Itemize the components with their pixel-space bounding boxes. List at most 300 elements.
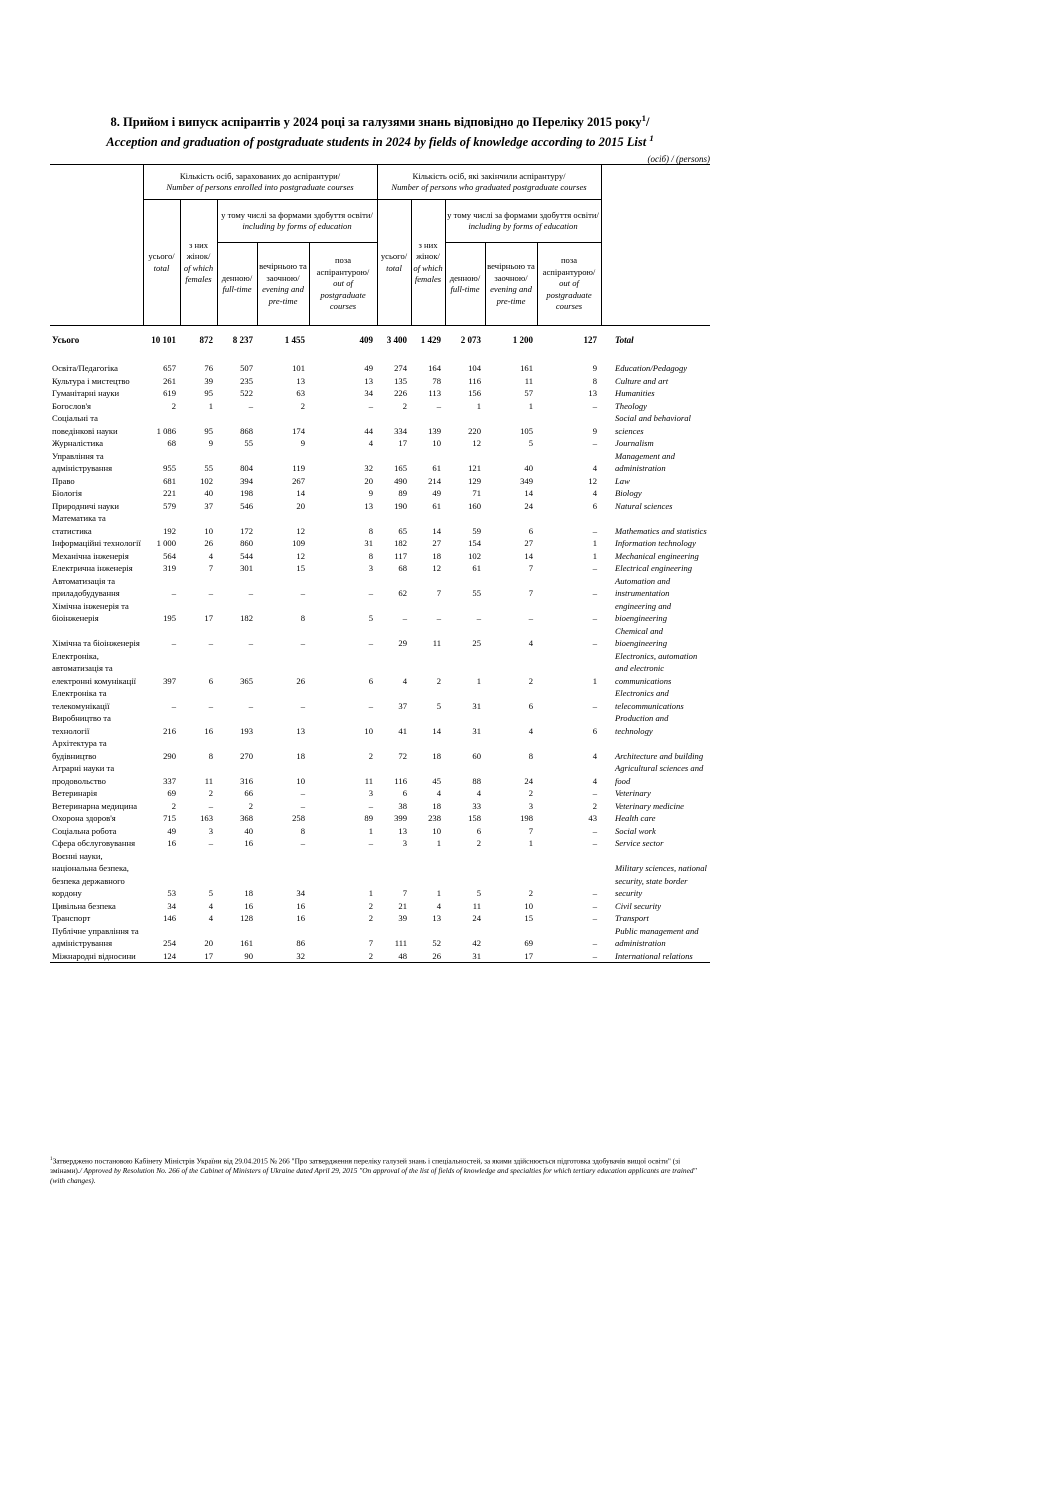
table-row xyxy=(50,575,710,600)
table-cell: 10 xyxy=(296,775,305,786)
table-cell: 49 xyxy=(364,363,373,373)
table-cell: 4 xyxy=(436,900,441,911)
table-cell: 49 xyxy=(167,825,176,836)
table-cell: 14 xyxy=(432,725,441,736)
table-cell: 522 xyxy=(240,388,253,398)
total-row xyxy=(50,326,710,355)
table-cell: 1 xyxy=(476,400,481,411)
table-cell: 4 xyxy=(368,438,373,448)
row-label-en: Natural sciences xyxy=(615,500,673,511)
table-cell: 190 xyxy=(394,500,407,511)
row-label-ua: Охорона здоров'я xyxy=(52,813,116,823)
table-cell: 86 xyxy=(296,938,305,948)
table-row xyxy=(50,825,710,838)
table-cell: – xyxy=(592,900,597,911)
table-cell: 17 xyxy=(398,438,407,448)
table-cell: 62 xyxy=(398,588,407,598)
table-cell: 365 xyxy=(240,675,253,686)
row-label-en: Veterinary xyxy=(615,788,651,798)
table-cell: 111 xyxy=(394,938,407,948)
table-cell: 26 xyxy=(204,538,213,548)
table-cell: 220 xyxy=(468,425,481,436)
table-cell: – xyxy=(171,638,176,648)
table-cell: 16 xyxy=(204,725,213,736)
table-cell: 1 xyxy=(592,538,597,548)
table-cell: 20 xyxy=(204,938,213,948)
row-label-ua: Автоматизація та приладобудування xyxy=(52,575,120,598)
table-cell: 18 xyxy=(296,750,305,761)
table-cell: 39 xyxy=(398,913,407,923)
row-label-en: Electronics and telecommunications xyxy=(615,688,684,711)
row-label-en: Veterinary medicine xyxy=(615,800,684,811)
table-cell: 6 xyxy=(368,675,373,686)
total-cell: 3 400 xyxy=(386,334,407,345)
table-cell: 61 xyxy=(432,463,441,473)
table-cell: 116 xyxy=(468,375,481,386)
statistics-table xyxy=(50,164,710,963)
table-row xyxy=(50,787,710,800)
table-cell: 4 xyxy=(592,775,597,786)
row-label-en: Chemical and bioengineering xyxy=(615,625,668,648)
table-row xyxy=(50,762,710,787)
table-cell: 3 xyxy=(368,788,373,798)
table-cell: 32 xyxy=(364,463,373,473)
table-cell: – xyxy=(592,638,597,648)
table-cell: 1 xyxy=(476,675,481,686)
table-cell: 44 xyxy=(364,425,373,436)
table-cell: 161 xyxy=(520,363,533,373)
table-row xyxy=(50,562,710,575)
table-cell: 214 xyxy=(428,475,441,486)
table-cell: 13 xyxy=(432,913,441,923)
table-cell: 31 xyxy=(472,725,481,736)
table-row xyxy=(50,450,710,475)
table-cell: 238 xyxy=(428,813,441,823)
table-cell: – xyxy=(300,838,305,848)
table-cell: 261 xyxy=(163,375,176,386)
table-cell: 349 xyxy=(520,475,533,486)
table-cell: 12 xyxy=(588,475,597,486)
table-cell: 3 xyxy=(402,838,407,848)
row-label-ua: Сфера обслуговування xyxy=(52,838,136,848)
table-cell: 16 xyxy=(296,900,305,911)
table-cell: 4 xyxy=(208,550,213,561)
table-cell: 2 xyxy=(300,400,305,411)
table-cell: 18 xyxy=(432,800,441,811)
table-cell: 8 xyxy=(300,613,305,623)
table-cell: 7 xyxy=(528,825,533,836)
table-cell: 49 xyxy=(432,488,441,498)
table-cell: 90 xyxy=(217,950,257,963)
table-cell: 8 xyxy=(368,550,373,561)
row-label-ua: Ветеринарія xyxy=(52,788,98,798)
table-cell: 2 xyxy=(309,950,377,963)
table-cell: 1 086 xyxy=(156,425,176,436)
table-cell: 113 xyxy=(428,388,441,398)
table-cell: 34 xyxy=(296,888,305,898)
table-cell: 290 xyxy=(163,750,176,761)
table-cell: 6 xyxy=(528,525,533,536)
table-cell: 17 xyxy=(180,950,217,963)
row-label-ua: Воєнні науки, національна безпека, безпека державного кордону xyxy=(52,850,129,898)
row-label-en: Social work xyxy=(615,825,656,836)
table-cell: 95 xyxy=(204,425,213,436)
table-cell: 14 xyxy=(524,550,533,561)
table-row xyxy=(50,650,710,688)
table-cell: 139 xyxy=(428,425,441,436)
table-cell: – xyxy=(300,788,305,798)
row-label-en: Law xyxy=(615,475,630,486)
header-fulltime-graduated: денною/ full-time xyxy=(445,243,485,326)
table-cell: 26 xyxy=(296,675,305,686)
row-label-en: Journalism xyxy=(615,438,654,448)
table-row xyxy=(50,712,710,737)
header-evening-enrolled: вечірньою та заочною/ evening and pre-time xyxy=(257,243,309,326)
table-header xyxy=(50,165,710,326)
table-cell: 40 xyxy=(524,463,533,473)
units-label: (осіб) / (persons) xyxy=(647,154,710,164)
table-cell: 8 xyxy=(300,825,305,836)
table-cell: 71 xyxy=(472,488,481,498)
row-label-en: Military sciences, national security, state border security xyxy=(615,863,707,898)
table-cell: 53 xyxy=(167,888,176,898)
table-cell: 399 xyxy=(394,813,407,823)
spacer-cell xyxy=(50,354,710,362)
table-cell: 2 xyxy=(436,675,441,686)
title-ukrainian: 8. Прийом і випуск аспірантів у 2024 році за галузями знань відповідно до Переліку 2015 року$^1$/ xyxy=(110,113,650,130)
table-cell: 8 xyxy=(528,750,533,761)
row-label-en: Civil security xyxy=(615,900,662,911)
table-cell: 13 xyxy=(364,500,373,511)
table-cell: 11 xyxy=(364,775,373,786)
table-cell: 1 000 xyxy=(156,538,176,548)
table-cell: 10 xyxy=(524,900,533,911)
table-cell: 5 xyxy=(476,888,481,898)
table-cell: 38 xyxy=(398,800,407,811)
total-cell: 2 073 xyxy=(460,334,481,345)
table-cell: 955 xyxy=(163,463,176,473)
table-cell: 5 xyxy=(208,888,213,898)
row-label-ua: Архітектура та будівництво xyxy=(52,738,107,761)
row-label-ua: Хімічна та біоінженерія xyxy=(52,638,140,648)
table-cell: 258 xyxy=(292,813,305,823)
table-cell: 2 xyxy=(208,788,213,798)
table-cell: 7 xyxy=(208,563,213,573)
table-cell: – xyxy=(592,563,597,573)
table-cell: 161 xyxy=(240,938,253,948)
table-cell: 52 xyxy=(432,938,441,948)
table-cell: 25 xyxy=(472,638,481,648)
table-cell: 124 xyxy=(143,950,180,963)
total-cell: 8 237 xyxy=(232,334,253,345)
row-label-ua: Електрична інженерія xyxy=(52,563,133,573)
table-cell: 165 xyxy=(394,463,407,473)
table-cell: 60 xyxy=(472,750,481,761)
row-label-en: Electrical engineering xyxy=(615,563,693,573)
table-cell: 65 xyxy=(398,525,407,536)
table-cell: – xyxy=(368,700,373,711)
table-cell: 301 xyxy=(240,563,253,573)
table-cell: 2 xyxy=(528,788,533,798)
row-label-ua: Управління та адміністрування xyxy=(52,450,113,473)
row-label-ua: Право xyxy=(52,475,75,486)
table-cell: 2 xyxy=(368,913,373,923)
table-cell: 55 xyxy=(204,463,213,473)
table-cell: 1 xyxy=(528,838,533,848)
table-cell: 4 xyxy=(436,788,441,798)
table-cell: 9 xyxy=(208,438,213,448)
table-cell: 24 xyxy=(472,913,481,923)
row-label-en: Biology xyxy=(615,488,642,498)
table-cell: 45 xyxy=(432,775,441,786)
table-cell: 16 xyxy=(244,900,253,911)
table-cell: 40 xyxy=(244,825,253,836)
table-cell: 59 xyxy=(472,525,481,536)
table-cell: – xyxy=(476,613,481,623)
table-cell: 7 xyxy=(528,588,533,598)
table-cell: 2 xyxy=(476,838,481,848)
table-cell: 12 xyxy=(432,563,441,573)
table-cell: 235 xyxy=(240,375,253,386)
table-row xyxy=(50,900,710,913)
table-cell: 160 xyxy=(468,500,481,511)
table-cell: 182 xyxy=(394,538,407,548)
table-cell: 104 xyxy=(468,363,481,373)
table-cell: 119 xyxy=(292,463,305,473)
row-label-en: Social and behavioral sciences xyxy=(615,413,691,436)
table-cell: 1 xyxy=(592,675,597,686)
row-label-ua: Освіта/Педагогіка xyxy=(52,363,119,373)
table-cell: 368 xyxy=(240,813,253,823)
row-label-ua: Електроніка та телекомунікації xyxy=(52,688,110,711)
row-label-ua: Аграрні науки та продовольство xyxy=(52,763,115,786)
table-cell: 394 xyxy=(240,475,253,486)
row-label-ua: Математика та статистика xyxy=(52,513,106,536)
table-cell: 172 xyxy=(240,525,253,536)
table-cell: 274 xyxy=(394,363,407,373)
table-cell: 12 xyxy=(296,550,305,561)
row-label-en: Humanities xyxy=(615,388,655,398)
table-cell: – xyxy=(368,838,373,848)
table-cell: 9 xyxy=(592,363,597,373)
row-label-en: Culture and art xyxy=(615,375,669,386)
table-cell: 193 xyxy=(240,725,253,736)
table-cell: 17 xyxy=(485,950,537,963)
table-cell: 69 xyxy=(524,938,533,948)
table-row xyxy=(50,387,710,400)
table-cell: – xyxy=(300,800,305,811)
table-cell: 13 xyxy=(588,388,597,398)
table-cell: 37 xyxy=(204,500,213,511)
header-total-enrolled: усього/ total xyxy=(143,200,180,326)
table-cell: – xyxy=(208,800,213,811)
table-cell: 1 xyxy=(368,888,373,898)
table-title xyxy=(50,110,710,150)
table-cell: 2 xyxy=(171,800,176,811)
header-outside-graduated: поза аспірантурою/ out of postgraduate courses xyxy=(537,243,601,326)
table-cell: 15 xyxy=(296,563,305,573)
header-graduated: Кількість осіб, які закінчили аспірантуру/ Number of persons who graduated postgraduate courses xyxy=(377,165,601,200)
table-cell: 221 xyxy=(163,488,176,498)
row-label-ua: Транспорт xyxy=(52,913,91,923)
table-cell: – xyxy=(368,638,373,648)
table-cell: 2 xyxy=(402,400,407,411)
table-cell: 78 xyxy=(432,375,441,386)
table-cell: 13 xyxy=(296,725,305,736)
table-cell: 17 xyxy=(204,613,213,623)
table-cell: – xyxy=(368,800,373,811)
table-cell: – xyxy=(592,788,597,798)
row-label-en: Theology xyxy=(615,400,647,411)
table-cell: 2 xyxy=(528,888,533,898)
table-cell: – xyxy=(171,700,176,711)
table-cell: 226 xyxy=(394,388,407,398)
table-cell: 546 xyxy=(240,500,253,511)
row-label-ua: Публічне управління та адміністрування xyxy=(52,925,139,948)
table-cell: 10 xyxy=(204,525,213,536)
row-label-ua: Виробництво та технології xyxy=(52,713,111,736)
table-row xyxy=(50,550,710,563)
table-cell: 334 xyxy=(394,425,407,436)
table-cell: – xyxy=(300,700,305,711)
table-cell: 4 xyxy=(476,788,481,798)
table-cell: 198 xyxy=(240,488,253,498)
table-cell: 61 xyxy=(432,500,441,511)
table-cell: – xyxy=(436,400,441,411)
table-cell: 6 xyxy=(402,788,407,798)
table-cell: 4 xyxy=(208,913,213,923)
table-cell: 4 xyxy=(592,750,597,761)
table-cell: – xyxy=(402,613,407,623)
table-body xyxy=(50,326,710,963)
table-cell: – xyxy=(528,613,533,623)
table-cell: 9 xyxy=(368,488,373,498)
table-cell: – xyxy=(248,638,253,648)
table-cell: 7 xyxy=(402,888,407,898)
table-cell: 3 xyxy=(528,800,533,811)
table-cell: 4 xyxy=(402,675,407,686)
table-row xyxy=(50,837,710,850)
total-cell: 1 200 xyxy=(512,334,533,345)
table-cell: 129 xyxy=(468,475,481,486)
table-cell: 88 xyxy=(472,775,481,786)
table-cell: – xyxy=(171,588,176,598)
table-cell: 8 xyxy=(208,750,213,761)
table-cell: 34 xyxy=(167,900,176,911)
total-label-ua: Усього xyxy=(52,334,80,345)
row-label-en: Electronics, automation and electronic communications xyxy=(615,650,698,686)
row-label-en: Transport xyxy=(615,913,649,923)
table-cell: 5 xyxy=(436,700,441,711)
table-cell: 6 xyxy=(208,675,213,686)
row-label-ua: Міжнародні відносини xyxy=(50,950,143,963)
table-row xyxy=(50,925,710,950)
row-label-en: Education/Pedagogy xyxy=(615,363,688,373)
header-enrolled: Кількість осіб, зарахованих до аспірантури/ Number of persons enrolled into postgraduate courses xyxy=(143,165,377,200)
table-cell: 11 xyxy=(472,900,481,911)
total-cell: 1 455 xyxy=(284,334,305,345)
total-cell: 409 xyxy=(359,334,373,345)
table-cell: 18 xyxy=(244,888,253,898)
table-cell: 146 xyxy=(163,913,176,923)
row-label-en: International relations xyxy=(601,950,710,963)
table-cell: 316 xyxy=(240,775,253,786)
header-fulltime-enrolled: денною/ full-time xyxy=(217,243,257,326)
table-cell: 490 xyxy=(394,475,407,486)
table-cell: 397 xyxy=(163,675,176,686)
row-label-ua: Природничі науки xyxy=(52,500,119,511)
table-cell: 2 xyxy=(248,800,253,811)
row-label-en: engineering and bioengineering xyxy=(615,600,672,623)
table-row xyxy=(50,412,710,437)
table-cell: – xyxy=(208,700,213,711)
table-cell: 267 xyxy=(292,475,305,486)
table-cell: 89 xyxy=(398,488,407,498)
table-cell: – xyxy=(248,700,253,711)
table-cell: 192 xyxy=(163,525,176,536)
table-row xyxy=(50,737,710,762)
header-blank-right xyxy=(601,165,710,326)
table-row xyxy=(50,362,710,375)
table-row xyxy=(50,400,710,413)
table-cell: 2 xyxy=(528,675,533,686)
table-cell: 33 xyxy=(472,800,481,811)
table-cell: 26 xyxy=(411,950,445,963)
table-cell: 12 xyxy=(296,525,305,536)
title-english: Acception and graduation of postgraduate students in 2024 by fields of knowledge according to 2015 List $^1$ xyxy=(106,133,654,150)
table-cell: 95 xyxy=(204,388,213,398)
table-cell: 135 xyxy=(394,375,407,386)
table-cell: 1 xyxy=(436,888,441,898)
table-cell: 40 xyxy=(204,488,213,498)
table-cell: 21 xyxy=(398,900,407,911)
table-cell: 198 xyxy=(520,813,533,823)
table-cell: 43 xyxy=(588,813,597,823)
table-cell: 57 xyxy=(524,388,533,398)
table-cell: 102 xyxy=(200,475,213,486)
table-cell: 5 xyxy=(528,438,533,448)
table-cell: 4 xyxy=(208,900,213,911)
header-blank-left xyxy=(50,165,143,326)
table-cell: 564 xyxy=(163,550,176,561)
table-cell: 116 xyxy=(394,775,407,786)
table-cell: 2 xyxy=(368,900,373,911)
table-cell: – xyxy=(592,525,597,536)
table-cell: 121 xyxy=(468,463,481,473)
row-label-ua: Біологія xyxy=(52,488,82,498)
header-forms-enrolled: у тому числі за формами здобуття освіти/ including by forms of education xyxy=(217,200,377,243)
table-cell: 681 xyxy=(163,475,176,486)
table-cell: 657 xyxy=(163,363,176,373)
table-cell: 69 xyxy=(167,788,176,798)
table-cell: – xyxy=(368,400,373,411)
row-label-en: Production and technology xyxy=(615,713,669,736)
table-cell: 16 xyxy=(296,913,305,923)
table-cell: 10 xyxy=(364,725,373,736)
table-cell: – xyxy=(300,588,305,598)
table-cell: 1 xyxy=(592,550,597,561)
table-cell: – xyxy=(592,613,597,623)
table-cell: 2 xyxy=(592,800,597,811)
footnote-en: / Approved by Resolution No. 266 of the Cabinet of Ministers of Ukraine dated April 29, 2015 "On approval of the list of fields of knowledge and specialties for which tertiary education applicants are trained" (with changes). xyxy=(50,1166,697,1186)
table-cell: 163 xyxy=(200,813,213,823)
table-cell: 8 xyxy=(592,375,597,386)
table-cell: 13 xyxy=(296,375,305,386)
table-cell: 860 xyxy=(240,538,253,548)
table-cell: – xyxy=(300,638,305,648)
table-cell: 1 xyxy=(528,400,533,411)
table-row xyxy=(50,850,710,900)
